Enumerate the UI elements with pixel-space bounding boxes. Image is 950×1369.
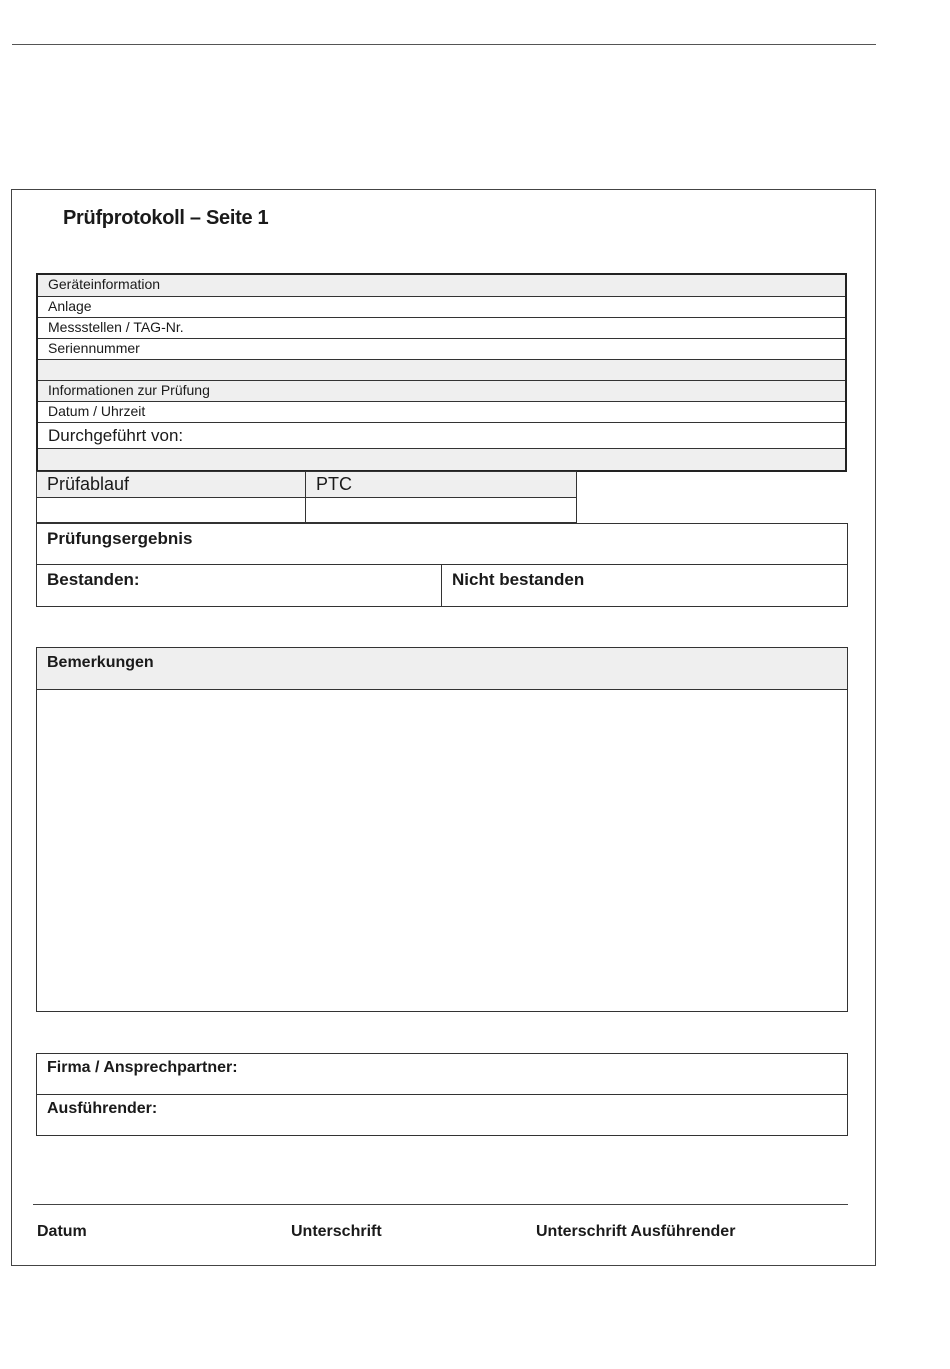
datum-uhrzeit-row[interactable] bbox=[38, 401, 845, 422]
pruefablauf-value-cell bbox=[306, 472, 576, 498]
bemerkungen-box bbox=[36, 647, 848, 1012]
pruefungsergebnis-table bbox=[36, 523, 848, 607]
unterschrift-signature-label: Unterschrift bbox=[291, 1223, 382, 1240]
pruefablauf-value: PTC bbox=[316, 474, 352, 494]
pruefungsergebnis-header: Prüfungsergebnis bbox=[47, 529, 193, 548]
page-title: Prüfprotokoll – Seite 1 bbox=[63, 207, 269, 229]
pruefungsergebnis-header-cell bbox=[37, 524, 847, 565]
messstellen-label: Messstellen / TAG-Nr. bbox=[48, 319, 184, 335]
device-info-header-row bbox=[38, 275, 845, 296]
durchgefuehrt-row[interactable] bbox=[38, 422, 845, 448]
signature-rule bbox=[33, 1204, 848, 1205]
nicht-bestanden-label: Nicht bestanden bbox=[452, 570, 585, 589]
seriennummer-label: Seriennummer bbox=[48, 340, 140, 356]
top-rule bbox=[12, 44, 876, 45]
seriennummer-row[interactable] bbox=[38, 338, 845, 359]
pruefablauf-input-right[interactable] bbox=[306, 498, 576, 522]
datum-uhrzeit-label: Datum / Uhrzeit bbox=[48, 403, 146, 419]
pruefablauf-label: Prüfablauf bbox=[47, 474, 130, 494]
anlage-row[interactable] bbox=[38, 296, 845, 317]
pruefablauf-table bbox=[36, 471, 577, 523]
bemerkungen-textarea[interactable] bbox=[37, 690, 847, 1011]
nicht-bestanden-cell[interactable] bbox=[442, 565, 847, 606]
device-info-header: Geräteinformation bbox=[48, 276, 161, 292]
ausfuehrender-label: Ausführender: bbox=[47, 1100, 158, 1117]
firma-row[interactable] bbox=[37, 1054, 847, 1095]
unterschrift-ausfuehrender-label: Unterschrift Ausführender bbox=[536, 1223, 736, 1240]
bemerkungen-header: Bemerkungen bbox=[47, 654, 154, 671]
firma-label: Firma / Ansprechpartner: bbox=[47, 1059, 238, 1076]
device-info-table bbox=[36, 273, 847, 472]
anlage-label: Anlage bbox=[48, 298, 92, 314]
bemerkungen-header-cell bbox=[37, 648, 847, 690]
spacer-row bbox=[38, 359, 845, 380]
pruefung-info-header: Informationen zur Prüfung bbox=[48, 382, 210, 398]
firma-table bbox=[36, 1053, 848, 1136]
durchgefuehrt-label: Durchgeführt von: bbox=[48, 426, 184, 445]
pruefung-info-header-row bbox=[38, 380, 845, 401]
bestanden-cell[interactable] bbox=[37, 565, 442, 606]
pruefablauf-input-left[interactable] bbox=[37, 498, 306, 522]
pruefablauf-label-cell bbox=[37, 472, 306, 498]
bestanden-label: Bestanden: bbox=[47, 570, 140, 589]
datum-signature-label: Datum bbox=[37, 1223, 87, 1240]
messstellen-row[interactable] bbox=[38, 317, 845, 338]
ausfuehrender-row[interactable] bbox=[37, 1095, 847, 1135]
info-footer-row bbox=[38, 448, 845, 470]
